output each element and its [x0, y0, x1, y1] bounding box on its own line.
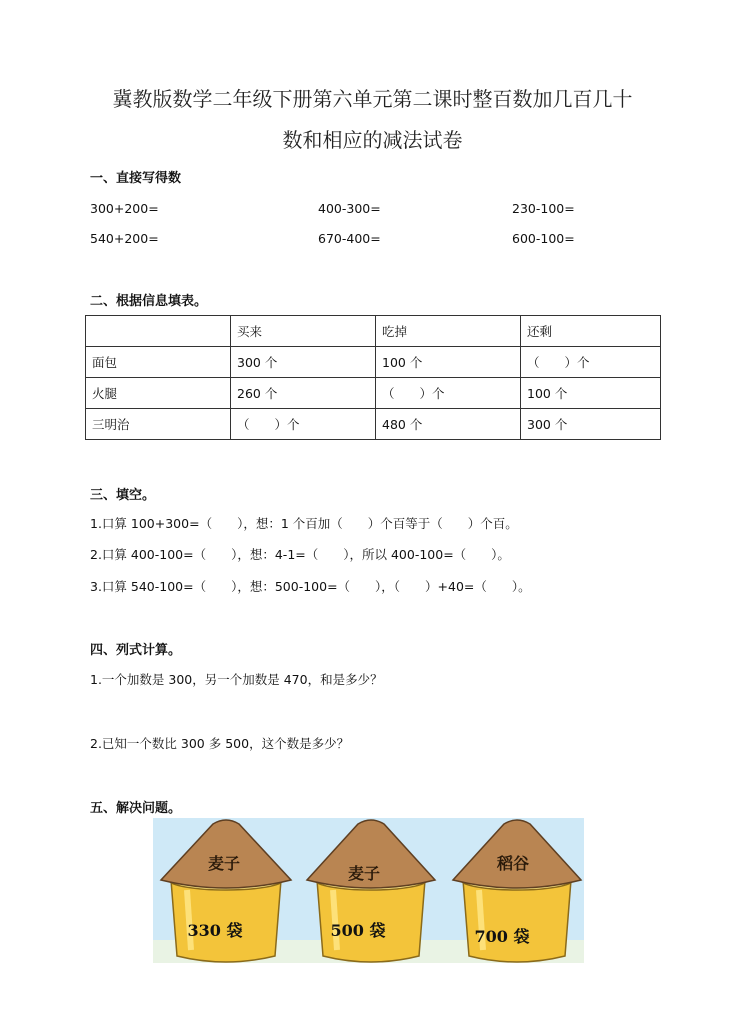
- table-cell: 100 个: [521, 378, 661, 409]
- problem-2-1: 540+200=: [90, 231, 159, 246]
- table-header-cell: 还剩: [521, 316, 661, 347]
- table-cell: 260 个: [231, 378, 376, 409]
- table-cell: （ ）个: [521, 347, 661, 378]
- page-title-line2: 数和相应的减法试卷: [282, 128, 463, 152]
- barn-3-grain: 稻谷: [496, 854, 530, 873]
- page-title-line1: 冀教版数学二年级下册第六单元第二课时整百数加几百几十: [112, 87, 633, 111]
- table-header-row: [86, 316, 661, 347]
- fill-item-1: 1.口算 100+300=（ ），想：1 个百加（ ）个百等于（ ）个百。: [90, 516, 518, 531]
- section5-heading: 五、解决问题。: [90, 801, 182, 816]
- table-header-cell: 吃掉: [376, 316, 521, 347]
- calc-item-1: 1.一个加数是 300，另一个加数是 470，和是多少？: [90, 672, 383, 687]
- granary-illustration: [153, 818, 584, 963]
- table-cell: （ ）个: [231, 409, 376, 440]
- section2-heading: 二、根据信息填表。: [90, 294, 208, 309]
- problem-1-1: 300+200=: [90, 201, 159, 216]
- section4-heading: 四、列式计算。: [90, 643, 182, 658]
- table-row: [86, 378, 661, 409]
- calc-item-2: 2.已知一个数比 300 多 500，这个数是多少？: [90, 736, 350, 751]
- table-row: [86, 409, 661, 440]
- problem-1-2: 400-300=: [318, 201, 381, 216]
- table-header-cell: [86, 316, 231, 347]
- table-row: [86, 347, 661, 378]
- barn-1-grain: 麦子: [207, 854, 241, 873]
- problem-1-3: 230-100=: [512, 201, 575, 216]
- table-cell: 300 个: [231, 347, 376, 378]
- problem-2-2: 670-400=: [318, 231, 381, 246]
- section3-heading: 三、填空。: [90, 488, 156, 503]
- table-cell: 100 个: [376, 347, 521, 378]
- info-table: [85, 315, 661, 440]
- barn-1-amount: 330 袋: [187, 921, 243, 940]
- section1-heading: 一、直接写得数: [90, 171, 182, 186]
- fill-item-3: 3.口算 540-100=（ ），想：500-100=（ ），（ ）+40=（ ）。: [90, 579, 531, 594]
- table-cell: 火腿: [86, 378, 231, 409]
- table-cell: 480 个: [376, 409, 521, 440]
- table-cell: （ ）个: [376, 378, 521, 409]
- table-cell: 300 个: [521, 409, 661, 440]
- barn-3-amount: 700 袋: [474, 927, 530, 946]
- fill-item-2: 2.口算 400-100=（ ），想：4-1=（ ），所以 400-100=（ ）。: [90, 547, 510, 562]
- table-cell: 三明治: [86, 409, 231, 440]
- barn-2-amount: 500 袋: [330, 921, 386, 940]
- problem-2-3: 600-100=: [512, 231, 575, 246]
- table-cell: 面包: [86, 347, 231, 378]
- barn-2-grain: 麦子: [347, 864, 381, 883]
- table-header-cell: 买来: [231, 316, 376, 347]
